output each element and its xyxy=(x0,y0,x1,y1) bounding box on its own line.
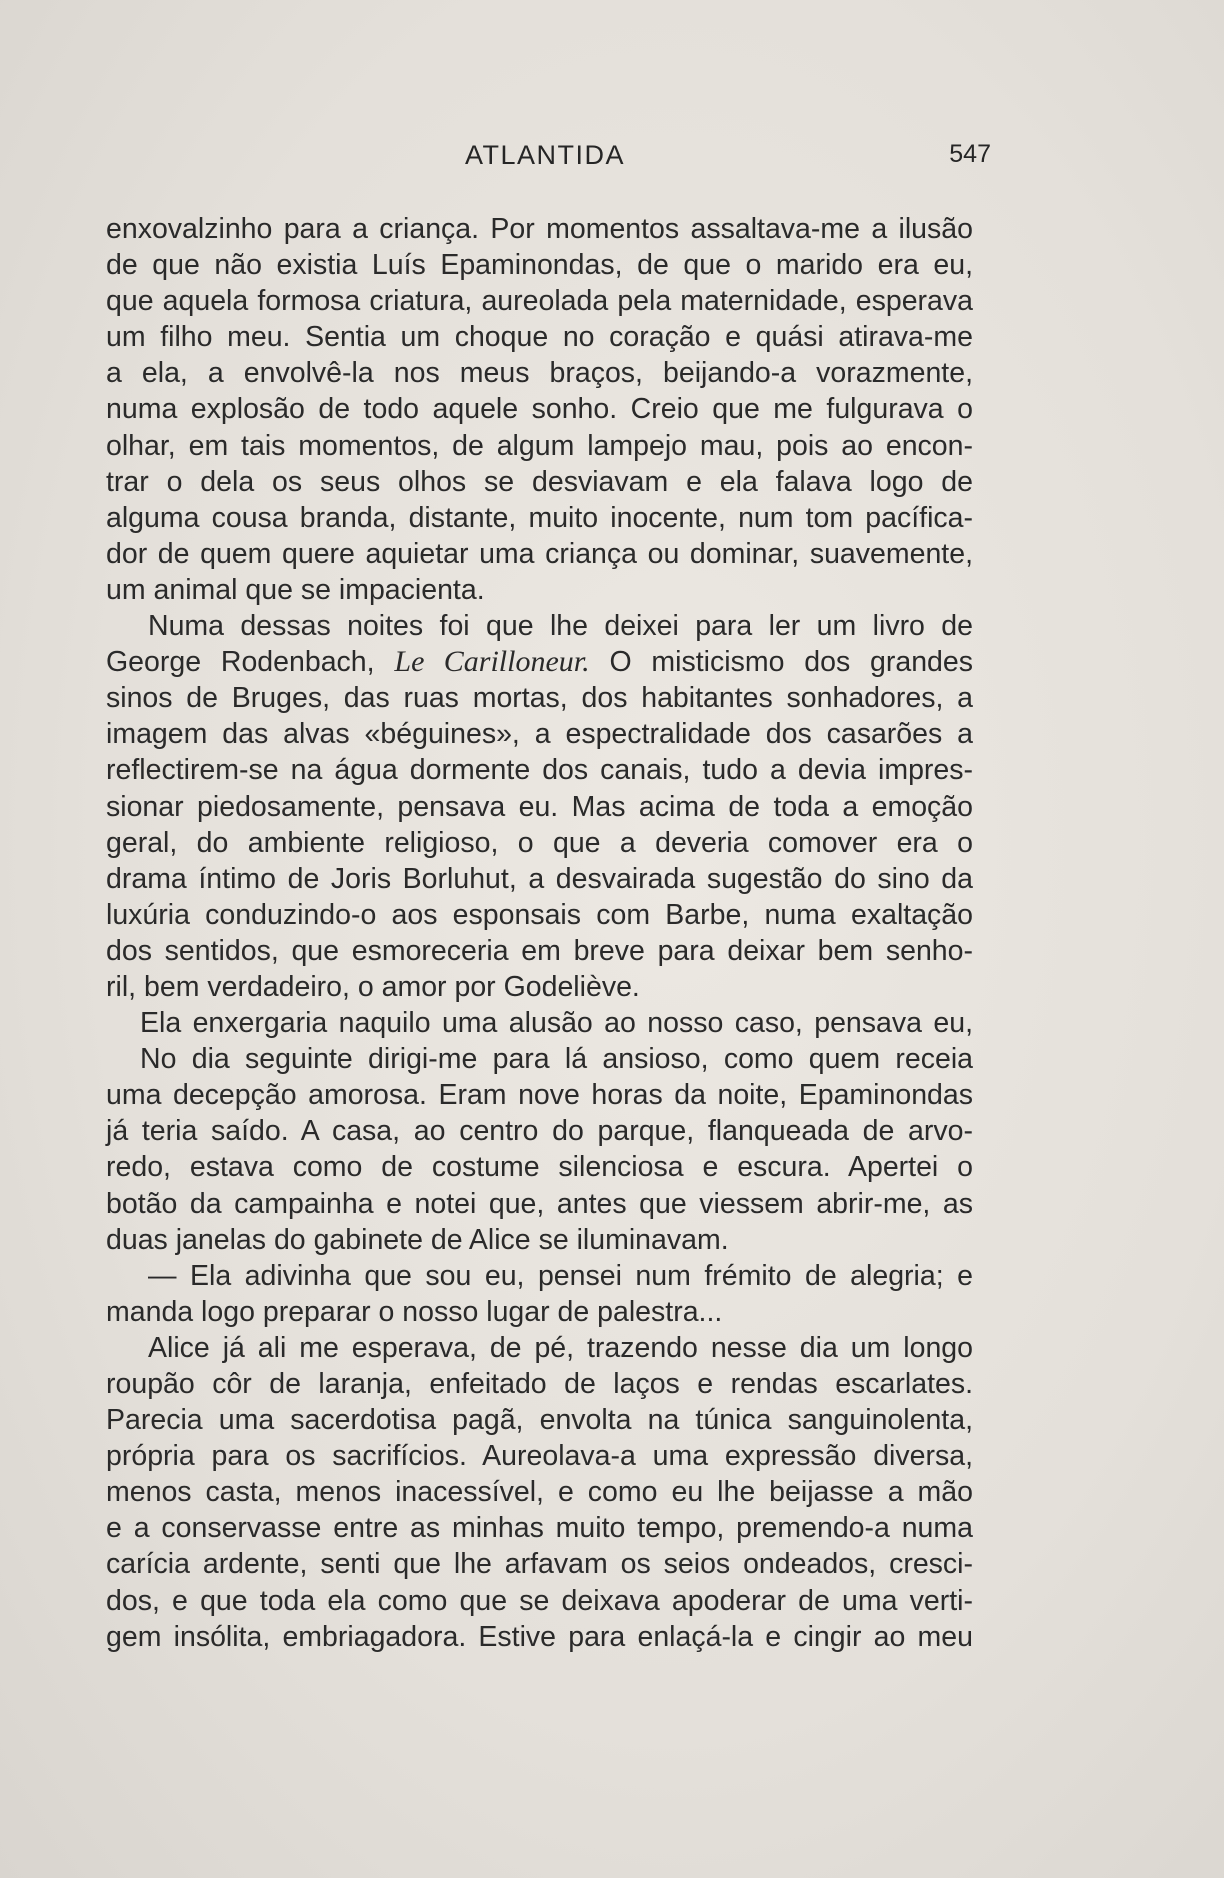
text-fragment: George Rodenbach, xyxy=(106,646,395,679)
text-line: Numa dessas noites foi que lhe deixei para ler um livro de xyxy=(148,610,973,643)
paragraph-3 xyxy=(106,1005,973,1041)
text-line: já teria saído. A casa, ao centro do parque, flanqueada de arvo- xyxy=(106,1115,973,1148)
paragraph-6 xyxy=(106,1330,973,1655)
text-line: No dia seguinte dirigi-me para lá ansioso, como quem receia xyxy=(140,1043,973,1076)
text-line: e a conservasse entre as minhas muito tempo, premendo-a numa xyxy=(106,1512,973,1545)
book-title: Le Carilloneur. xyxy=(394,645,590,679)
text-line: botão da campainha e notei que, antes que viessem abrir-me, as xyxy=(106,1187,973,1220)
text-line: Ela enxergaria naquilo uma alusão ao nosso caso, pensava eu, xyxy=(140,1007,973,1040)
paragraph-1 xyxy=(106,211,973,608)
text-line: luxúria conduzindo-o aos esponsais com Barbe, numa exaltação xyxy=(106,898,973,931)
page-number: 547 xyxy=(949,140,991,168)
text-line: a ela, a envolvê-la nos meus braços, beijando-a vorazmente, xyxy=(106,357,973,390)
text-line: imagem das alvas «béguines», a espectralidade dos casarões a xyxy=(106,718,973,751)
text-line: olhar, em tais momentos, de algum lampejo mau, pois ao encon- xyxy=(106,429,973,462)
text-line: própria para os sacrifícios. Aureolava-a uma expressão diversa, xyxy=(106,1440,973,1473)
text-line: geral, do ambiente religioso, o que a deveria comover era o xyxy=(106,826,973,859)
running-title: ATLANTIDA xyxy=(464,140,626,170)
text-line: — Ela adivinha que sou eu, pensei num frémito de alegria; e xyxy=(148,1259,973,1292)
text-line: dos sentidos, que esmoreceria em breve para deixar bem senho- xyxy=(106,934,973,967)
text-line: ril, bem verdadeiro, o amor por Godeliève. xyxy=(106,970,640,1003)
text-line: dos, e que toda ela como que se deixava apoderar de uma verti- xyxy=(106,1584,973,1617)
paragraph-2 xyxy=(106,608,973,1005)
text-line: duas janelas do gabinete de Alice se iluminavam. xyxy=(106,1223,729,1256)
text-line: gem insólita, embriagadora. Estive para enlaçá-la e cingir ao meu xyxy=(106,1620,973,1653)
text-line: dor de quem quere aquietar uma criança ou dominar, suavemente, xyxy=(106,537,973,570)
text-line: um animal que se impacienta. xyxy=(106,573,485,606)
text-line: que aquela formosa criatura, aureolada pela maternidade, esperava xyxy=(106,285,973,318)
text-line: carícia ardente, senti que lhe arfavam os seios ondeados, cresci- xyxy=(106,1548,973,1581)
text-line: redo, estava como de costume silenciosa e escura. Apertei o xyxy=(106,1151,973,1184)
text-line: menos casta, menos inacessível, e como eu lhe beijasse a mão xyxy=(106,1476,973,1509)
paragraph-4 xyxy=(106,1041,973,1258)
text-line: manda logo preparar o nosso lugar de palestra... xyxy=(106,1295,723,1328)
text-line: trar o dela os seus olhos se desviavam e ela falava logo de xyxy=(106,465,973,498)
text-line: roupão côr de laranja, enfeitado de laços e rendas escarlates. xyxy=(106,1368,973,1400)
text-line: um filho meu. Sentia um choque no coração e quási atirava-me xyxy=(106,321,973,354)
text-line: numa explosão de todo aquele sonho. Creio que me fulgurava o xyxy=(106,393,973,426)
text-line: enxovalzinho para a criança. Por momentos assaltava-me a ilusão xyxy=(106,213,973,245)
text-line: uma decepção amorosa. Eram nove horas da noite, Epaminondas xyxy=(106,1079,973,1112)
text-line: de que não existia Luís Epaminondas, de que o marido era eu, xyxy=(106,249,973,282)
text-line: alguma cousa branda, distante, muito inocente, num tom pacífica- xyxy=(106,501,973,534)
text-line: drama íntimo de Joris Borluhut, a desvairada sugestão do sino da xyxy=(106,862,973,895)
text-line: sinos de Bruges, das ruas mortas, dos habitantes sonhadores, a xyxy=(106,682,973,715)
text-line-with-title xyxy=(106,644,973,680)
paragraph-5 xyxy=(106,1258,973,1330)
text-fragment: O misticismo dos grandes xyxy=(589,646,973,679)
body-text xyxy=(106,211,973,1655)
text-line: reflectirem-se na água dormente dos canais, tudo a devia impres- xyxy=(106,754,973,787)
page-header xyxy=(105,140,991,180)
text-line: Parecia uma sacerdotisa pagã, envolta na túnica sanguinolenta, xyxy=(106,1404,973,1437)
text-line: Alice já ali me esperava, de pé, trazendo nesse dia um longo xyxy=(148,1331,973,1364)
text-line: sionar piedosamente, pensava eu. Mas acima de toda a emoção xyxy=(106,790,973,823)
